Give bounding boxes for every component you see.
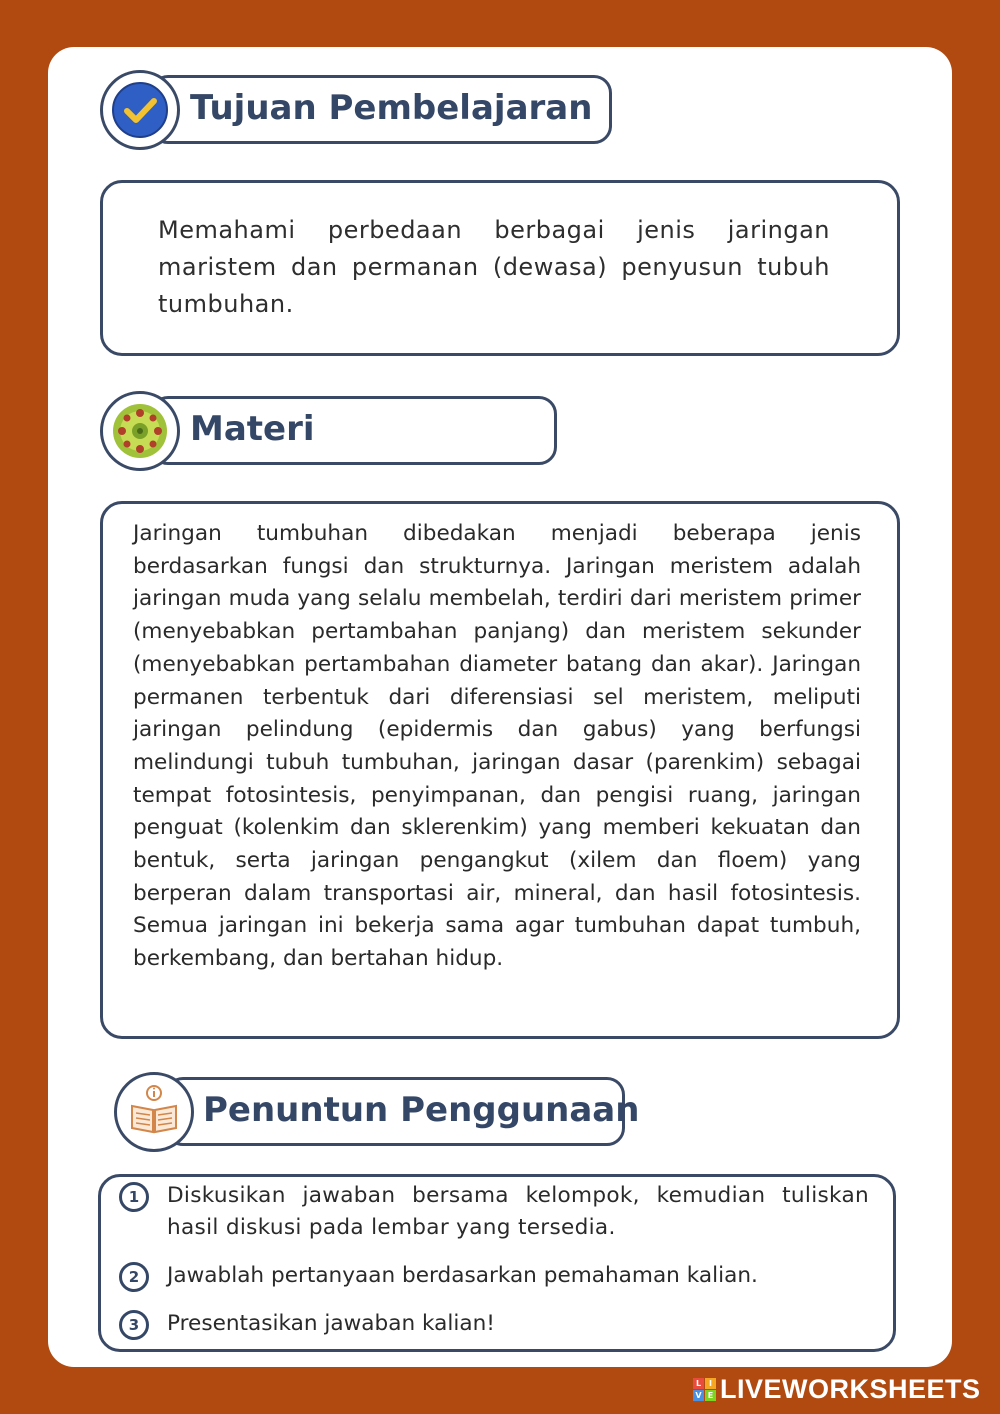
guide-badge: [114, 1072, 194, 1152]
materi-title: Materi: [190, 409, 315, 449]
plant-tissue-icon: [110, 401, 170, 461]
step-text-1: Diskusikan jawaban bersama kelompok, kemudian tuliskan hasil diskusi pada lembar yang tersedia.: [167, 1183, 869, 1240]
materi-text: Jaringan tumbuhan dibedakan menjadi beberapa jenis berdasarkan fungsi dan strukturnya. Jaringan meristem adalah jaringan muda yang selalu membelah, terdiri dari meristem primer (menyebabkan pertambahan panjang) dan meristem sekunder (menyebabkan pertambahan diameter batang dan akar). Jaringan permanen terbentuk dari diferensiasi sel meristem, meliputi jaringan pelindung (epidermis dan gabus) yang berfungsi melindungi tubuh tumbuhan, jaringan dasar (parenkim) sebagai tempat fotosintesis, penyimpanan, dan pengisi ruang, jaringan penguat (kolenkim dan sklerenkim) yang memberi kekuatan dan bentuk, serta jaringan pengangkut (xilem dan floem) yang berperan dalam transportasi air, mineral, dan hasil fotosintesis. Semua jaringan ini bekerja sama agar tumbuhan dapat tumbuh, berkembang, dan bertahan hidup.: [133, 521, 861, 972]
guide-step-1: [119, 1180, 869, 1244]
step-number-3: 3: [119, 1310, 149, 1340]
step-text-2: Jawablah pertanyaan berdasarkan pemahaman kalian.: [167, 1263, 758, 1288]
objective-text: Memahami perbedaan berbagai jenis jaringan maristem dan permanan (dewasa) penyusun tubuh tumbuhan.: [158, 216, 830, 318]
objective-badge: [100, 70, 180, 150]
guide-step-2: [119, 1260, 869, 1292]
liveworksheets-watermark[interactable]: [693, 1374, 981, 1405]
guide-title: Penuntun Penggunaan: [203, 1090, 640, 1130]
guide-step-3: [119, 1308, 869, 1340]
step-number-1: 1: [119, 1182, 149, 1212]
logo-letter-l: L: [693, 1378, 704, 1389]
logo-letter-i: I: [705, 1378, 716, 1389]
logo-letter-e: E: [705, 1390, 716, 1401]
step-number-2: 2: [119, 1262, 149, 1292]
materi-badge: [100, 391, 180, 471]
liveworksheets-logo: [693, 1378, 716, 1401]
logo-letter-v: V: [693, 1390, 704, 1401]
checkmark-icon: [110, 80, 170, 140]
objective-title: Tujuan Pembelajaran: [190, 88, 593, 128]
step-text-3: Presentasikan jawaban kalian!: [167, 1311, 495, 1336]
watermark-text: LIVEWORKSHEETS: [720, 1374, 981, 1404]
book-info-icon: [124, 1082, 184, 1142]
